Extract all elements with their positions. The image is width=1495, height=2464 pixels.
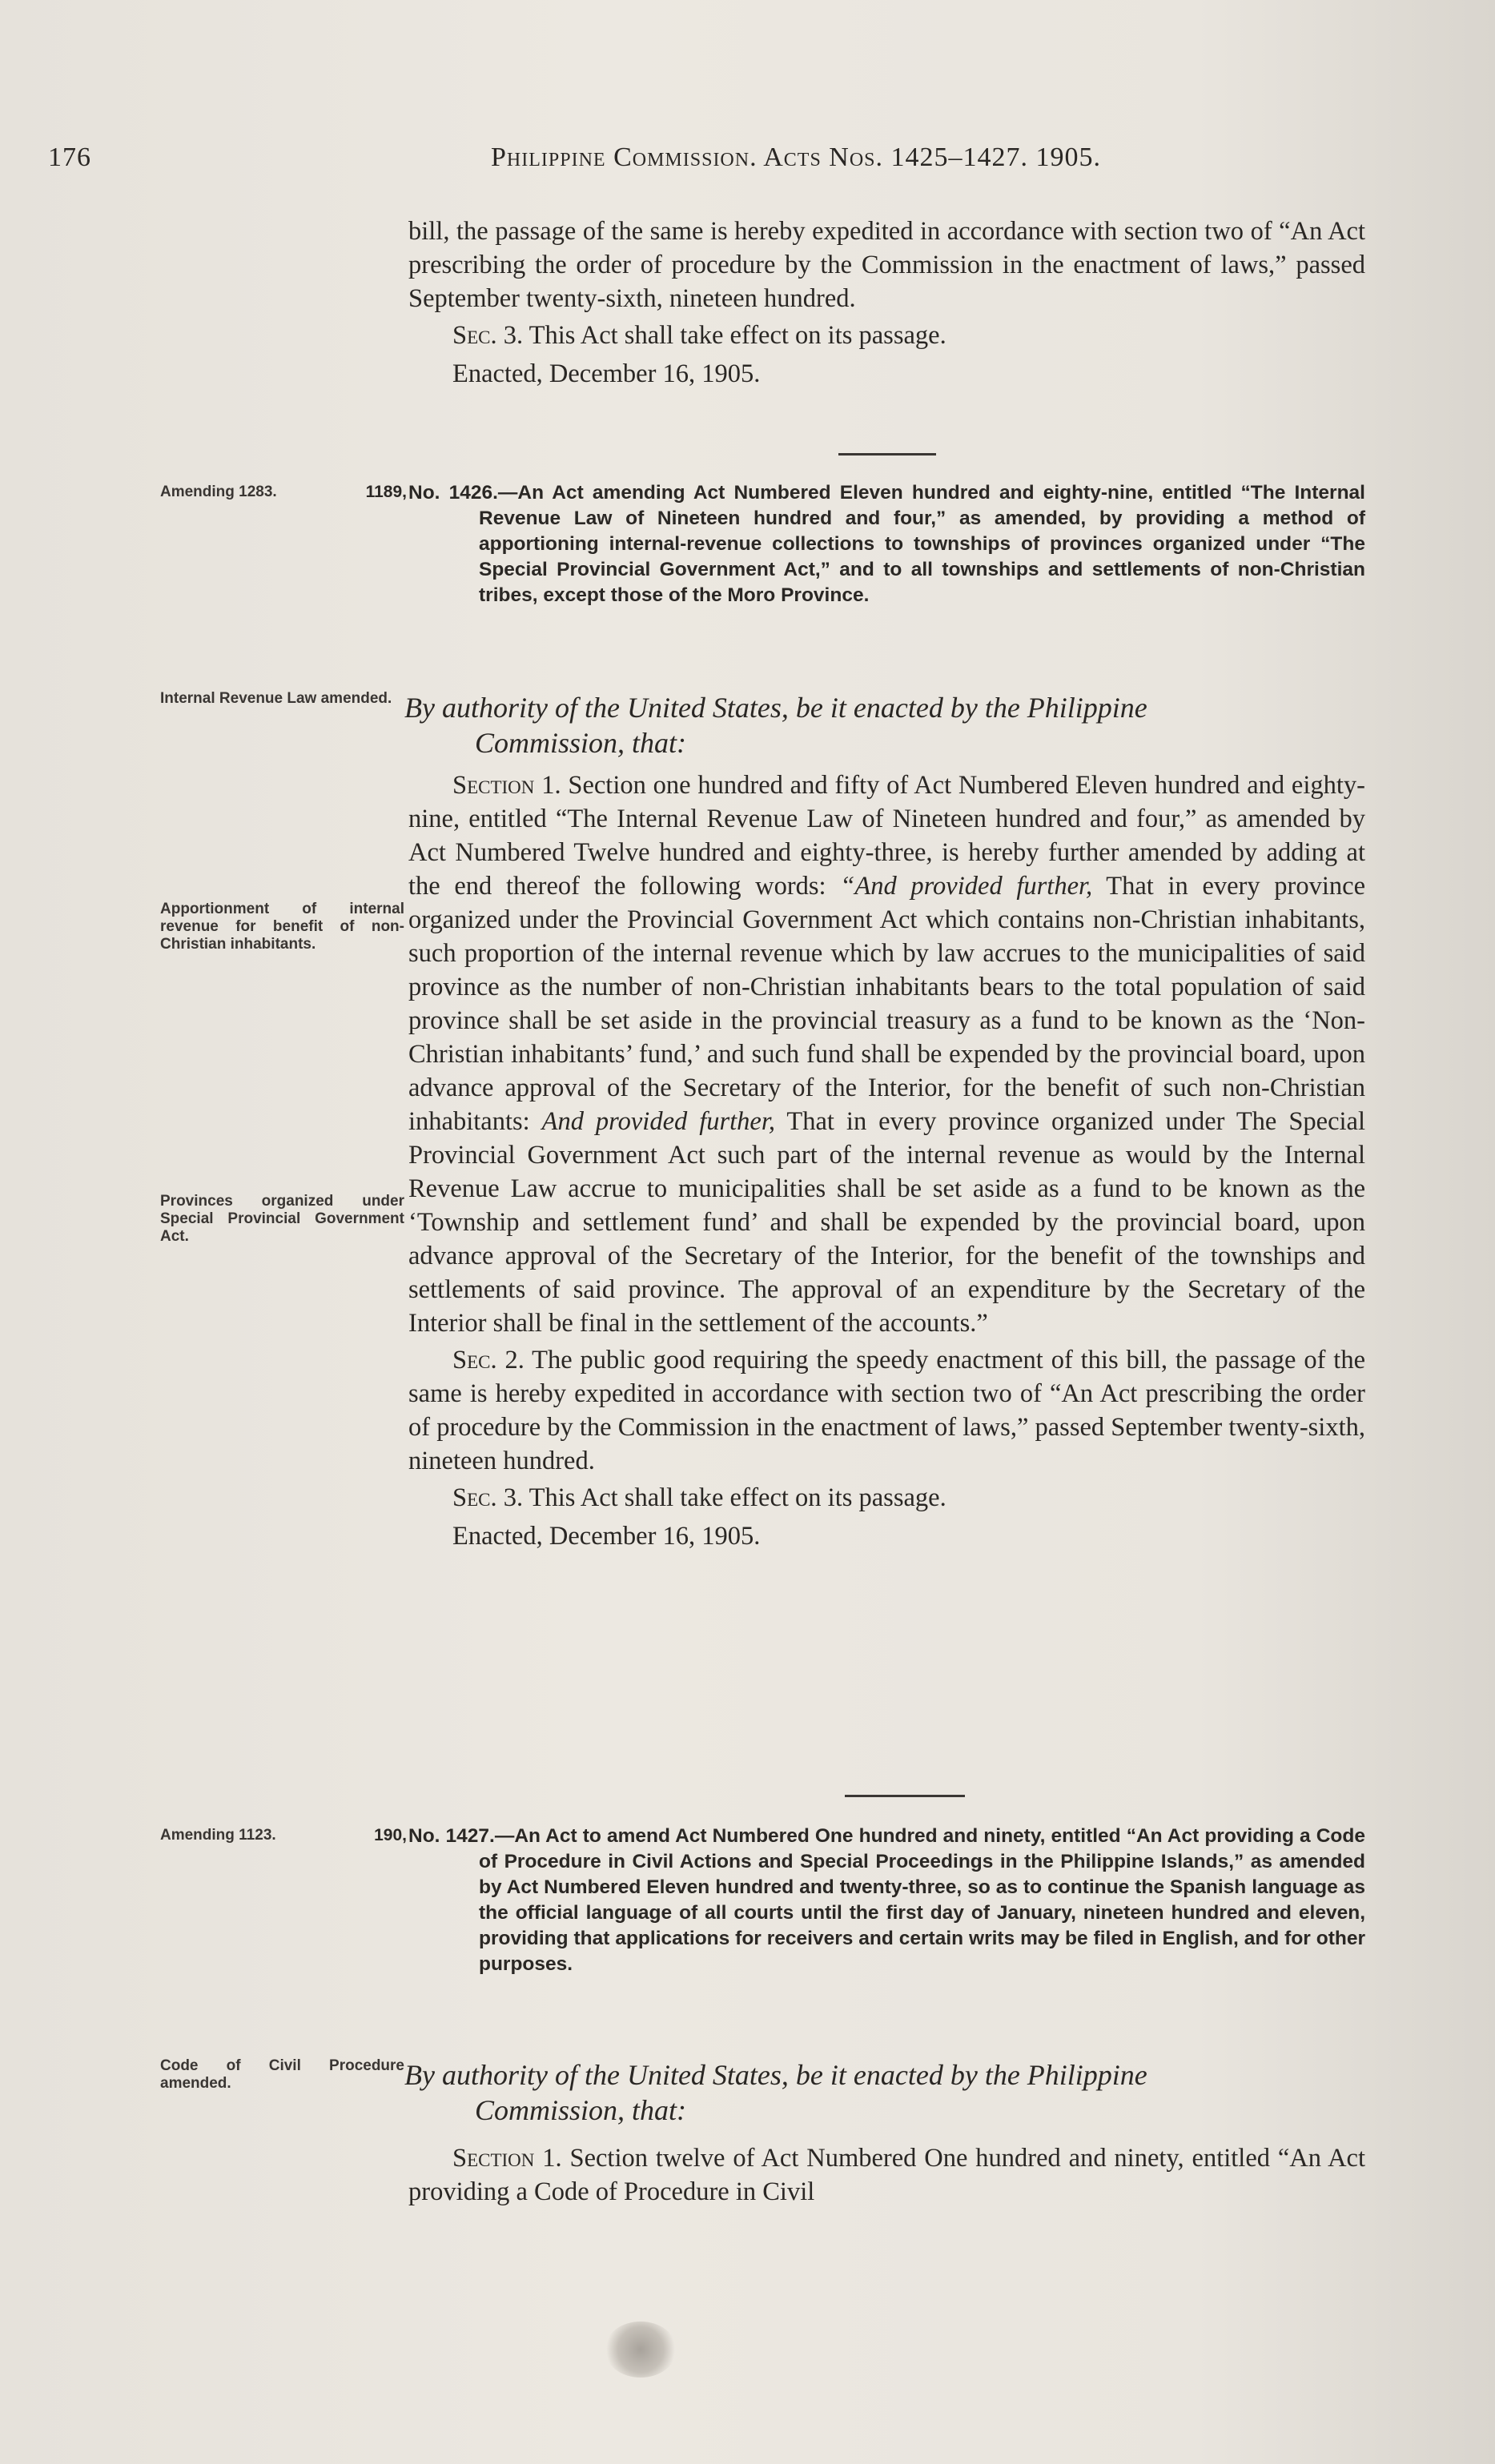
margin-note-provinces: Provinces organized under Special Provincial Government Act. <box>160 1193 404 1245</box>
act1427-enacting-clause: By authority of the United States, be it enacted by the Philippine Commission, that: <box>404 2059 1147 2126</box>
margin-note-apportionment: Apportionment of internal revenue for benefit of non-Christian inhabitants. <box>160 901 404 953</box>
section-divider <box>838 453 936 455</box>
act1426-body <box>408 768 1365 1553</box>
ink-smudge <box>605 2322 677 2378</box>
margin-note-internal-revenue-law: Internal Revenue Law amended. <box>160 690 392 707</box>
act1425-section3: Sec. 3. This Act shall take effect on its passage. <box>452 321 946 350</box>
margin-note-amending-1283: Amending 1283. <box>160 484 277 500</box>
act1426-ref: 1189, <box>365 483 407 501</box>
act1427-number: No. 1427. <box>408 1825 495 1847</box>
act1426-section3: Sec. 3. This Act shall take effect on its passage. <box>452 1483 946 1512</box>
act1426-number: No. 1426. <box>408 482 498 504</box>
margin-note-amending-1123: Amending 1123. <box>160 1827 276 1844</box>
running-title: Philippine Commission. Acts Nos. 1425–1427. 1905. <box>491 142 1102 172</box>
page-number: 176 <box>48 142 91 172</box>
act1426-title: No. 1426.—An Act amending Act Numbered Eleven hundred and eighty-nine, entitled “The Internal Revenue Law of Nineteen hundred and four,” as amended, by providing a method of apportioning internal-revenue collections to townships of provinces organized under “The Special Provincial Government Act,” and to all townships and settlements of non-Christian tribes, except those of the Moro Province. <box>408 482 1365 606</box>
act1427-section1: Section 1. Section twelve of Act Numbered One hundred and ninety, entitled “An Act providing a Code of Procedure in Civil <box>408 2144 1365 2206</box>
act1427-title: No. 1427.—An Act to amend Act Numbered One hundred and ninety, entitled “An Act providing a Code of Procedure in Civil Actions and Special Proceedings in the Philippine Islands,” as amended by Act Numbered Eleven hundred and twenty-three, so as to continue the Spanish language as the official language of all courts until the first day of January, nineteen hundred and eleven, providing that applications for receivers and certain writs may be filed in English, and for other purposes. <box>408 1825 1365 1975</box>
act1425-section2-tail: bill, the passage of the same is hereby expedited in accordance with section two of “An Act prescribing the order of procedure by the Commission in the enactment of laws,” passed September twenty-sixth, nineteen hundred. <box>408 217 1365 313</box>
section-divider <box>845 1795 965 1797</box>
act1426-enacted: Enacted, December 16, 1905. <box>452 1522 761 1551</box>
act1426-section2: Sec. 2. The public good requiring the speedy enactment of this bill, the passage of the same is hereby expedited in accordance with section two of “An Act prescribing the order of procedure by the Commission in the enactment of laws,” passed September twenty-sixth, nineteen hundred. <box>408 1346 1366 1475</box>
act1425-continuation <box>408 215 1365 391</box>
margin-note-code-civil-procedure: Code of Civil Procedure amended. <box>160 2057 404 2092</box>
act1427-body <box>408 2141 1365 2209</box>
act1425-enacted: Enacted, December 16, 1905. <box>452 359 761 388</box>
act1427-ref: 190, <box>374 1826 407 1844</box>
page-header <box>48 142 1337 183</box>
act1426-section1: Section 1. Section one hundred and fifty of Act Numbered Eleven hundred and eighty-nine, entitled “The Internal Revenue Law of Nineteen hundred and four,” as amended by Act Numbered Twelve hundred and eighty-three, is hereby further amended by adding at the end thereof the following words: “And provided further, That in every province organized under the Provincial Government Act which contains non-Christian inhabitants, such proportion of the internal revenue which by law accrues to the municipalities of said province as the number of non-Christian inhabitants bears to the total population of said province shall be set aside in the provincial treasury as a fund to be known as the ‘Non-Christian inhabitants’ fund,’ and such fund shall be expended by the provincial board, upon advance approval of the Secretary of the Interior, for the benefit of such non-Christian inhabitants: And provided further, That in every province organized under The Special Provincial Government Act such part of the internal revenue as would by the Internal Revenue Law accrue to municipalities shall be set aside as a fund to be known as the ‘Township and settlement fund’ and shall be expended by the provincial board, upon advance approval of the Secretary of the Interior, for the benefit of the townships and settlements of said province. The approval of an expenditure by the Secretary of the Interior shall be final in the settlement of the accounts.” <box>408 771 1365 1338</box>
act1426-enacting-clause: By authority of the United States, be it enacted by the Philippine Commission, that: <box>404 692 1147 759</box>
